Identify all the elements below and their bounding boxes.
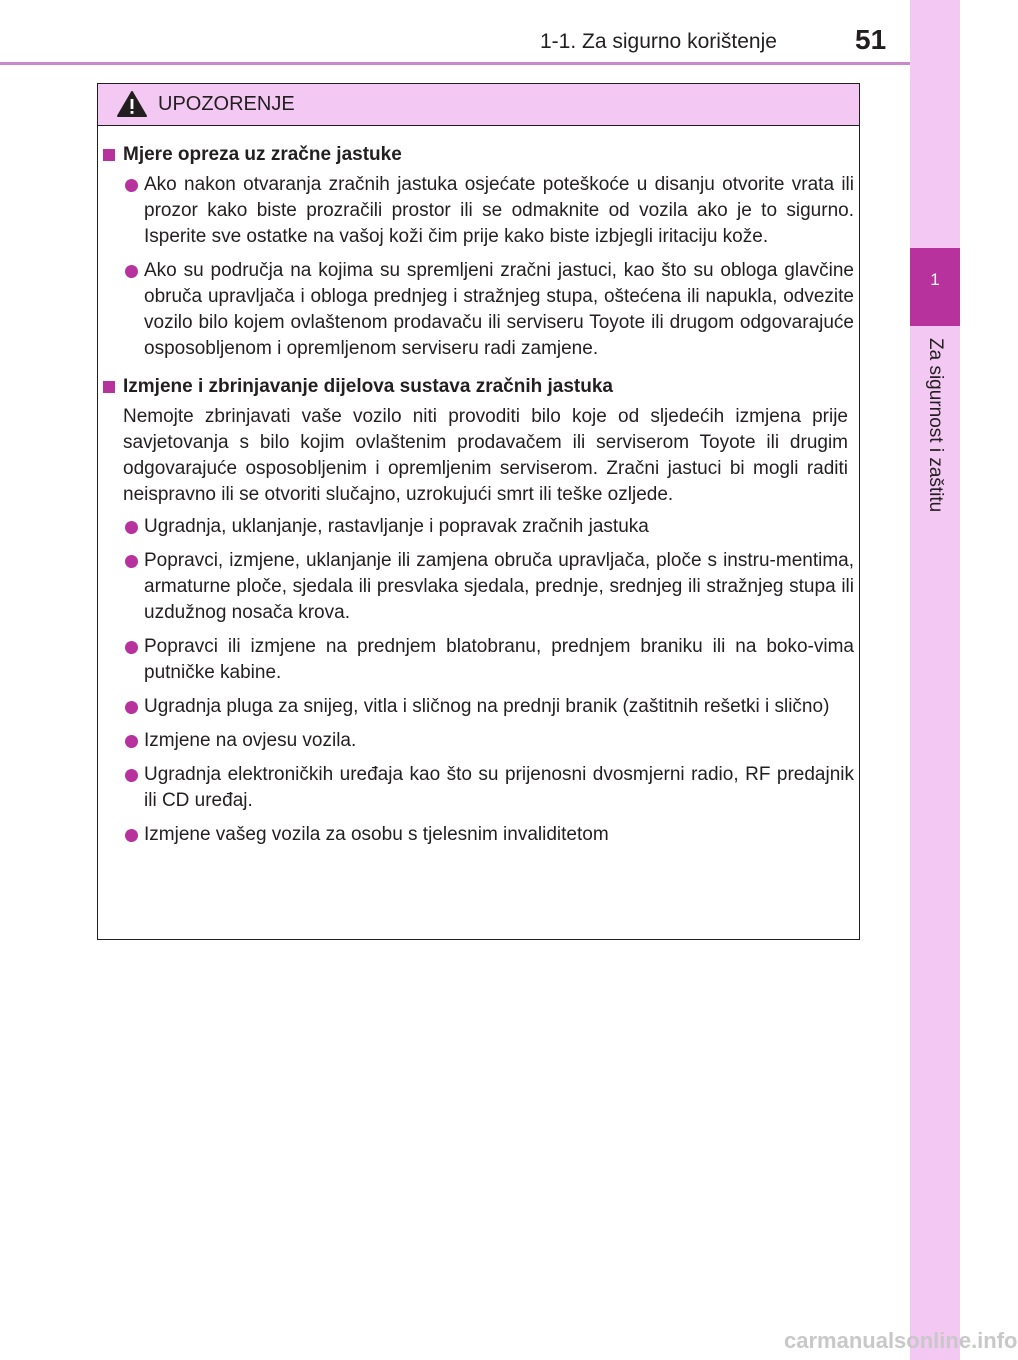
bullet-dot-icon (125, 829, 138, 842)
page-number: 51 (855, 24, 887, 55)
list-item (103, 694, 854, 720)
bullet-dot-icon (125, 735, 138, 748)
bullet-dot-icon (125, 521, 138, 534)
bullet-dot-icon (125, 701, 138, 714)
section-intro: Nemojte zbrinjavati vaše vozilo niti provoditi bilo koje od sljedećih izmjena prije savjetovanja s bilo kojim ovlaštenim prodavačem ili serviserom Toyote ili drugim odgovarajuće osposobljenim i opremljenim serviserom. Zračni jastuci bi mogli raditi neispravno ili se otvoriti slučajno, uzrokujući smrt ili teške ozljede. (123, 406, 848, 505)
list-item (103, 762, 854, 814)
list-item (103, 728, 854, 754)
warning-box (97, 83, 860, 940)
section-heading-text: Izmjene i zbrinjavanje dijelova sustava zračnih jastuka (123, 376, 613, 397)
list-item (103, 172, 854, 250)
bullet-dot-icon (125, 179, 138, 192)
section-square-icon (103, 149, 115, 161)
bullet-dot-icon (125, 265, 138, 278)
list-item (103, 258, 854, 362)
list-item-text: Ugradnja, uklanjanje, rastavljanje i popravak zračnih jastuka (144, 516, 649, 537)
list-item-text: Ako su područja na kojima su spremljeni zračni jastuci, kao što su obloga glavčine obruča upravljača i obloga prednjeg i stražnjeg stupa, oštećena ili napukla, odvezite vozilo bilo kojem ovlaštenom prodavaču ili serviseru Toyote ili drugom odgovarajuće osposobljenom i opremljenom serviseru radi zamjene. (144, 260, 854, 359)
list-item (103, 514, 854, 540)
section-heading (103, 374, 854, 400)
chapter-number: 1 (930, 270, 940, 289)
warning-content (103, 142, 854, 856)
bullet-dot-icon (125, 555, 138, 568)
watermark: carmanualsonline.info (784, 1328, 1018, 1353)
section-heading (103, 142, 854, 168)
list-item-text: Ugradnja pluga za snijeg, vitla i sličnog na prednji branik (zaštitnih rešetki i slično) (144, 696, 830, 717)
list-item-text: Ugradnja elektroničkih uređaja kao što su prijenosni dvosmjerni radio, RF predajnik ili CD uređaj. (144, 764, 854, 811)
running-header: 1-1. Za sigurno korištenje (540, 30, 777, 53)
chapter-label: Za sigurnost i zaštitu (925, 338, 946, 513)
list-item-text: Popravci ili izmjene na prednjem blatobranu, prednjem braniku ili na boko-vima putničke kabine. (144, 636, 854, 683)
warning-label: UPOZORENJE (158, 93, 295, 115)
header-rule (0, 62, 910, 65)
list-item-text: Popravci, izmjene, uklanjanje ili zamjena obruča upravljača, ploče s instru-mentima, armaturne ploče, sjedala ili presvlaka sjedala, prednje, srednjeg ili stražnjeg stupa ili uzdužnog nosača krova. (144, 550, 854, 623)
list-item (103, 548, 854, 626)
warning-triangle-icon (116, 90, 148, 118)
list-item-text: Izmjene vašeg vozila za osobu s tjelesnim invaliditetom (144, 824, 609, 845)
list-item (103, 634, 854, 686)
list-item-text: Izmjene na ovjesu vozila. (144, 730, 357, 751)
section-square-icon (103, 381, 115, 393)
section-heading-text: Mjere opreza uz zračne jastuke (123, 144, 402, 165)
bullet-dot-icon (125, 641, 138, 654)
list-item (103, 822, 854, 848)
chapter-side-tab (910, 0, 960, 1360)
warning-header (98, 84, 859, 126)
list-item-text: Ako nakon otvaranja zračnih jastuka osjećate poteškoće u disanju otvorite vrata ili prozor kako biste prozračili prostor ili se odmaknite od vozila ako je to sigurno. Isperite sve ostatke na vašoj koži čim prije kako biste izbjegli iritaciju kože. (144, 174, 854, 247)
bullet-dot-icon (125, 769, 138, 782)
